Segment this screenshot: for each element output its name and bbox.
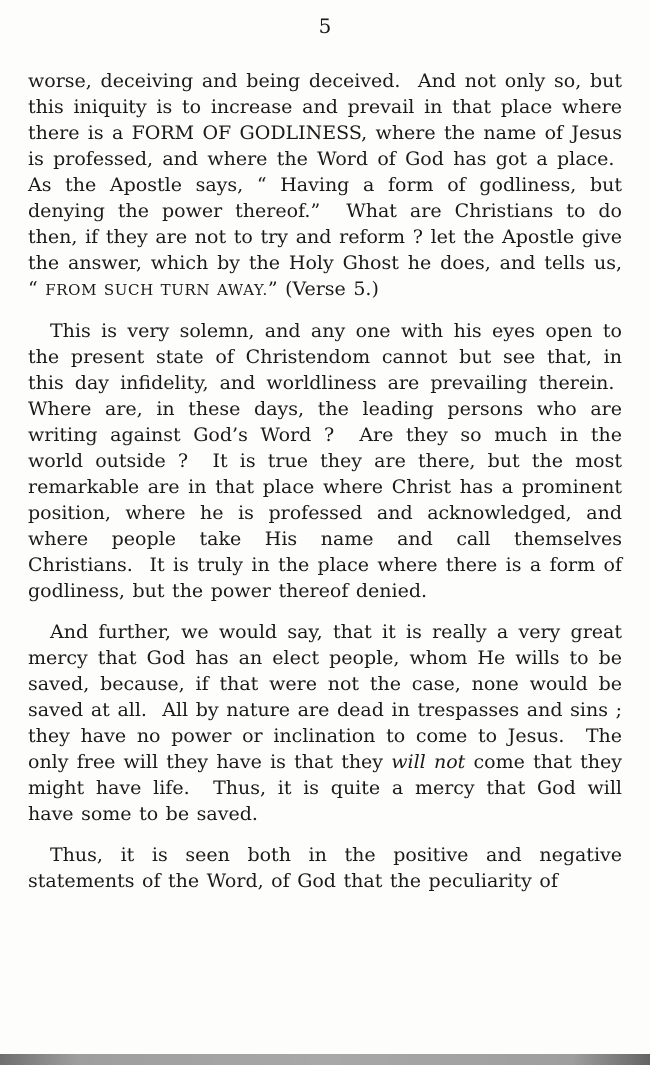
text-segment: come that they might have life. Thus, it is quite a mercy that God will have some to be saved. bbox=[28, 751, 622, 825]
paragraph bbox=[28, 842, 622, 894]
smallcaps-text: FROM SUCH TURN AWAY. bbox=[45, 281, 268, 299]
text-segment: Thus, it is seen both in the positive and negative statements of the Word, of God that the peculiarity of bbox=[28, 844, 622, 892]
text-segment: And further, we would say, that it is really a very great mercy that God has an elect people, whom He wills to be saved, because, if that were not the case, none would be saved at all. All by nature are dead in trespasses and sins ; they have no power or inclination to come to Jesus. The only free will they have is that they bbox=[28, 621, 622, 773]
italic-text: will not bbox=[391, 751, 466, 773]
paragraph bbox=[28, 68, 622, 303]
text-segment: worse, deceiving and being deceived. And not only so, but this iniquity is to increase and prevail in that place where there is a FORM OF GODLINESS, where the name of Jesus is professed, and where the Word of God has got a place. As the Apostle says, “ Having a form of godliness, but denying the power thereof.” What are Christians to do then, if they are not to try and reform ? let the Apostle give the answer, which by the Holy Ghost he does, and tells us, “ bbox=[28, 70, 622, 300]
page-body bbox=[28, 68, 622, 894]
page-number: 5 bbox=[318, 14, 332, 38]
paragraph bbox=[28, 619, 622, 827]
text-segment: This is very solemn, and any one with his eyes open to the present state of Christendom cannot but see that, in this day infidelity, and worldliness are prevailing therein. Where are, in these days, the leading persons who are writing against God’s Word ? Are they so much in the world outside ? It is true they are there, but the most remarkable are in that place where Christ has a prominent position, where he is professed and acknowledged, and where people take His name and call themselves Christians. It is truly in the place where there is a form of godliness, but the power thereof denied. bbox=[28, 320, 622, 602]
text-segment: ” (Verse 5.) bbox=[267, 278, 379, 300]
scan-edge-bottom bbox=[0, 1054, 650, 1065]
paragraph bbox=[28, 318, 622, 604]
